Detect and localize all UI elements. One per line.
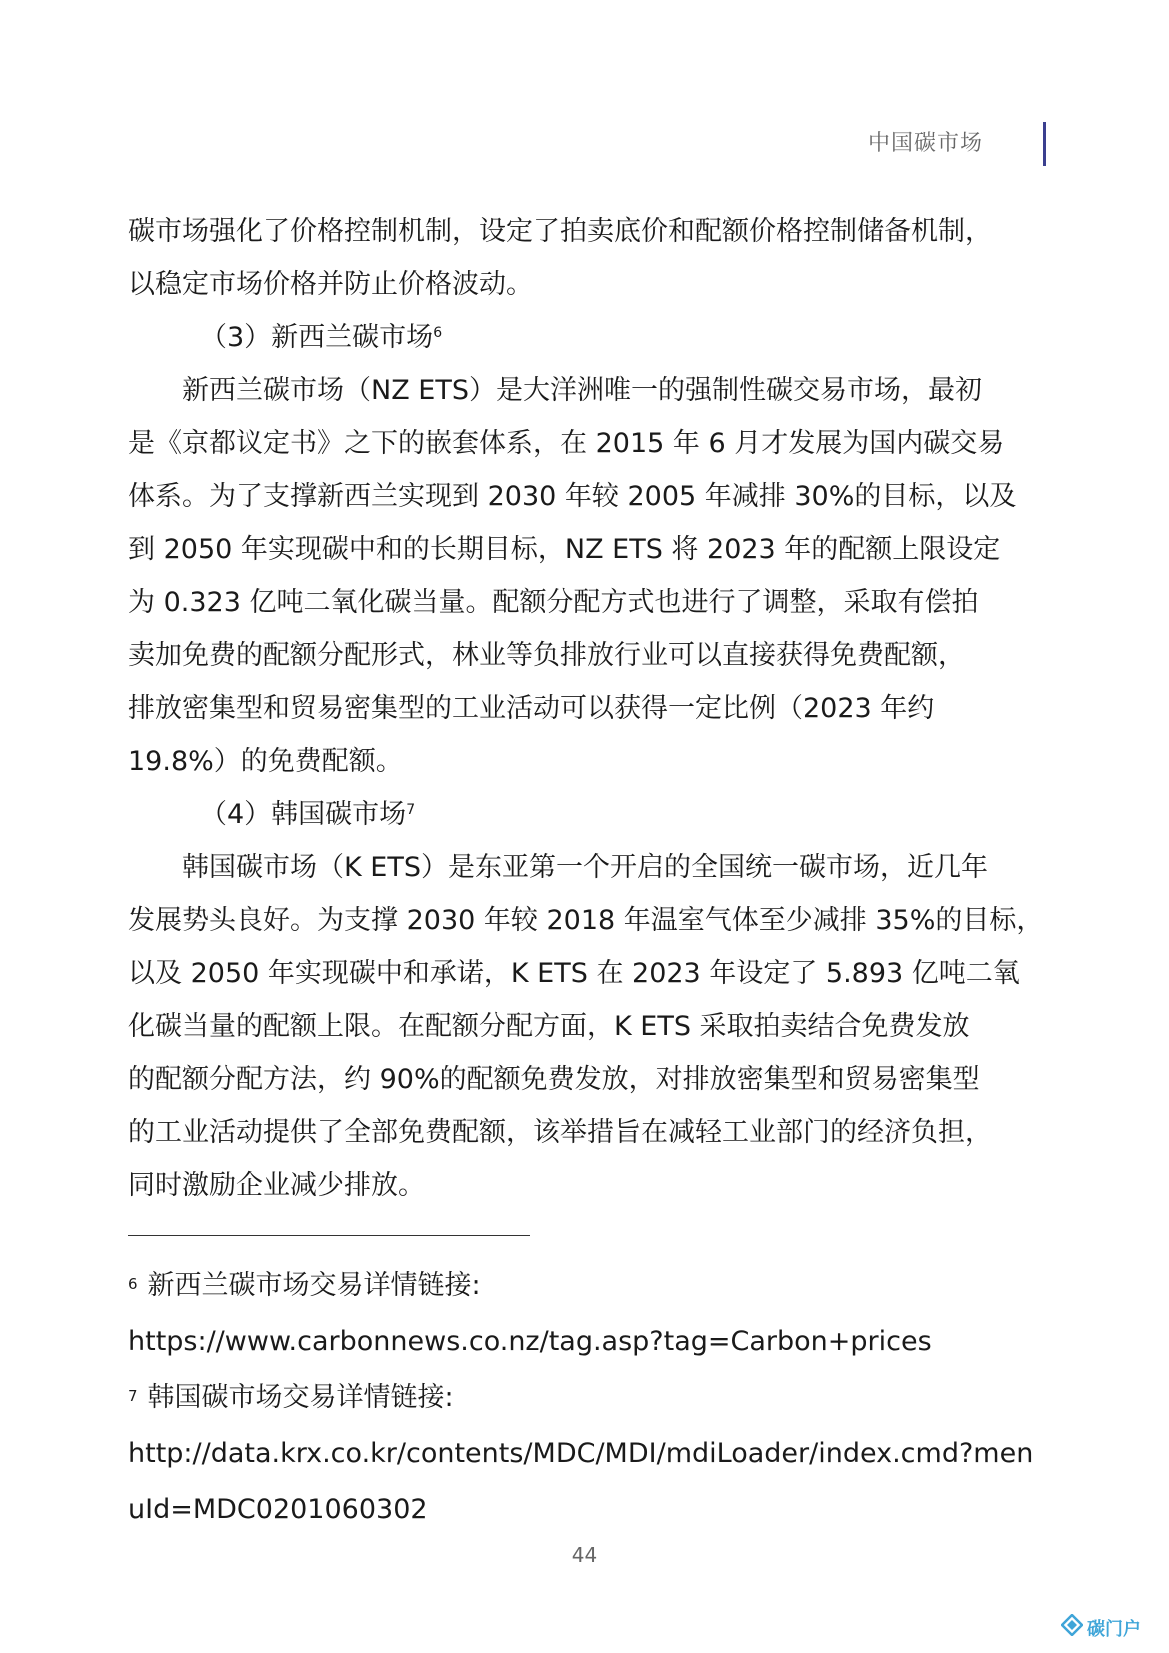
footnote-6 <box>128 1258 1046 1314</box>
paragraph-line: 韩国碳市场（K ETS）是东亚第一个开启的全国统一碳市场，近几年 <box>182 852 988 883</box>
section-heading-kr <box>128 788 1046 841</box>
paragraph-line: 卖加免费的配额分配形式，林业等负排放行业可以直接获得免费配额， <box>128 640 965 671</box>
footnotes <box>128 1258 1046 1538</box>
paragraph-line: 化碳当量的配额上限。在配额分配方面，K ETS 采取拍卖结合免费发放 <box>128 1011 970 1042</box>
footnote-label: 新西兰碳市场交易详情链接: <box>147 1270 481 1301</box>
footnote-mark: 6 <box>128 1275 138 1293</box>
watermark-text: 碳门户 <box>1087 1618 1141 1640</box>
running-header-title: 中国碳市场 <box>867 131 983 156</box>
paragraph-line: 为 0.323 亿吨二氧化碳当量。配额分配方式也进行了调整，采取有偿拍 <box>128 587 979 618</box>
footnote-7-link[interactable]: http://data.krx.co.kr/contents/MDC/MDI/mdiLoader/index.cmd?men <box>128 1438 1034 1469</box>
paragraph-line: 新西兰碳市场（NZ ETS）是大洋洲唯一的强制性碳交易市场，最初 <box>182 375 982 406</box>
footnote-7 <box>128 1370 1046 1426</box>
footnote-ref-7[interactable]: 7 <box>406 802 416 818</box>
paragraph-line: 的配额分配方法，约 90%的配额免费发放，对排放密集型和贸易密集型 <box>128 1064 980 1095</box>
paragraph-line: 碳市场强化了价格控制机制，设定了拍卖底价和配额价格控制储备机制， <box>128 216 992 247</box>
footnote-label: 韩国碳市场交易详情链接: <box>147 1382 454 1413</box>
paragraph-line: 以稳定市场价格并防止价格波动。 <box>128 269 533 300</box>
paragraph-line: 19.8%）的免费配额。 <box>128 746 403 777</box>
body-text <box>128 205 1046 1212</box>
diamond-logo-icon <box>1061 1614 1083 1641</box>
paragraph-line: 以及 2050 年实现碳中和承诺，K ETS 在 2023 年设定了 5.893 亿吨二氧 <box>128 958 1020 989</box>
paragraph-line: 体系。为了支撑新西兰实现到 2030 年较 2005 年减排 30%的目标，以及 <box>128 481 1017 512</box>
watermark-logo <box>1061 1614 1141 1641</box>
heading-text: （4）韩国碳市场 <box>200 799 407 830</box>
paragraph-line: 是《京都议定书》之下的嵌套体系，在 2015 年 6 月才发展为国内碳交易 <box>128 428 1005 459</box>
footnote-7-link-continued[interactable]: uId=MDC0201060302 <box>128 1494 428 1525</box>
page-number: 44 <box>571 1543 598 1567</box>
paragraph-line: 到 2050 年实现碳中和的长期目标，NZ ETS 将 2023 年的配额上限设定 <box>128 534 1001 565</box>
section-heading-nz <box>128 311 1046 364</box>
heading-text: （3）新西兰碳市场 <box>200 322 434 353</box>
paragraph-line: 的工业活动提供了全部免费配额，该举措旨在减轻工业部门的经济负担， <box>128 1117 992 1148</box>
footnote-mark: 7 <box>128 1387 138 1405</box>
paragraph-line: 同时激励企业减少排放。 <box>128 1170 425 1201</box>
footnote-6-link[interactable]: https://www.carbonnews.co.nz/tag.asp?tag=Carbon+prices <box>128 1326 932 1357</box>
footnote-ref-6[interactable]: 6 <box>433 325 443 341</box>
paragraph-line: 发展势头良好。为支撑 2030 年较 2018 年温室气体至少减排 35%的目标， <box>128 905 1044 936</box>
header-divider <box>1043 122 1046 166</box>
paragraph-line: 排放密集型和贸易密集型的工业活动可以获得一定比例（2023 年约 <box>128 693 935 724</box>
footnote-divider <box>128 1235 530 1236</box>
